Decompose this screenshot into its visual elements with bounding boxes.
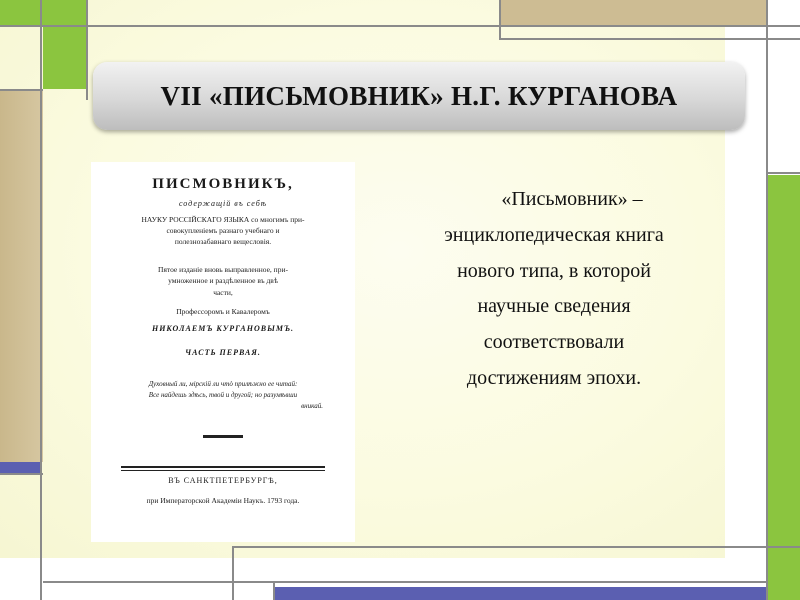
decor-purple-bottom xyxy=(275,587,767,600)
decor-tan-left xyxy=(0,90,43,462)
book-text-line: содержащiй въ себѣ xyxy=(178,199,268,208)
decor-tan-top-right xyxy=(501,0,768,25)
book-epigraph-line: Духовный ли, мірскій ли чтò прилѣжно ее читай: xyxy=(148,380,298,388)
book-heading: ПИСМОВНИКЪ, xyxy=(152,176,294,192)
grid-line xyxy=(0,89,43,91)
grid-line xyxy=(43,581,768,583)
grid-line xyxy=(273,583,275,600)
decor-green-top xyxy=(0,0,86,25)
description-line: соответствовали xyxy=(483,331,625,354)
grid-line xyxy=(232,546,800,548)
page-title: VII «ПИСЬМОВНИК» Н.Г. КУРГАНОВА xyxy=(160,80,678,111)
book-ornament-rule xyxy=(203,435,243,438)
book-text-line: Пятое изданiе вновь выправленное, при- xyxy=(158,265,288,274)
title-bar xyxy=(93,62,745,130)
description-line: научные сведения xyxy=(477,295,631,318)
book-text-line: части, xyxy=(213,288,233,297)
grid-line xyxy=(0,25,800,27)
book-author: НИКОЛАЕМЪ КУРГАНОВЫМЪ. xyxy=(151,324,295,333)
book-epigraph-line: вникай. xyxy=(301,402,323,410)
decor-green-right xyxy=(768,175,800,600)
grid-line xyxy=(232,546,234,600)
book-imprint: при Императорской Академiи Наукъ. 1793 года. xyxy=(146,496,300,505)
description-text xyxy=(398,182,710,397)
description-line: «Письмовник» – xyxy=(501,188,643,210)
grid-line xyxy=(766,0,768,600)
grid-line xyxy=(499,38,800,40)
book-text-line: совокупленiемъ разнаго учебнаго и xyxy=(166,226,280,235)
grid-line xyxy=(499,0,501,40)
book-text-line: полезнозабавнаго вещесловiя. xyxy=(174,237,272,246)
book-part: ЧАСТЬ ПЕРВАЯ. xyxy=(185,348,261,357)
grid-line xyxy=(86,0,88,100)
decor-green-left xyxy=(43,27,86,89)
book-double-rule xyxy=(121,470,325,471)
decor-purple-left xyxy=(0,462,40,473)
book-double-rule xyxy=(121,466,325,468)
description-line: нового типа, в которой xyxy=(457,259,651,282)
description-line: достижениям эпохи. xyxy=(466,366,642,389)
grid-line xyxy=(768,172,800,174)
grid-line xyxy=(0,473,43,475)
book-epigraph-line: Все найдешь здѣсь, твой и другой; но разумѣвши xyxy=(148,391,298,399)
book-text-line: НАУКУ РОССIЙСКАГО ЯЗЫКА со многимъ при- xyxy=(141,215,305,224)
book-title-page-image xyxy=(91,162,355,542)
description-line: энциклопедическая книга xyxy=(444,223,664,246)
book-text-line: Профессоромъ и Кавалеромъ xyxy=(176,307,270,316)
book-text-line: умноженное и раздѣленное въ двѣ xyxy=(168,276,278,285)
book-city: ВЪ САНКТПЕТЕРБУРГѢ, xyxy=(168,476,278,485)
